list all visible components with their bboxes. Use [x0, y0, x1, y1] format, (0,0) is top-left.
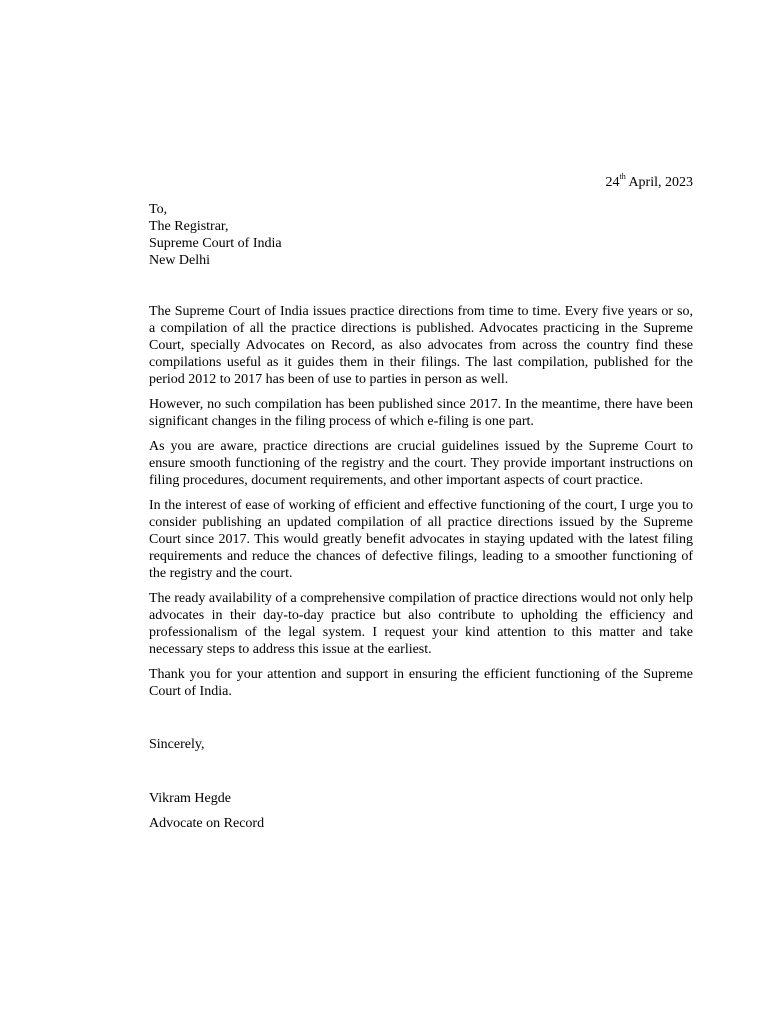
body-paragraph-2: However, no such compilation has been published since 2017. In the meantime, there have been significant changes in the filing process of which e-filing is one part. [149, 397, 693, 429]
letter-date [605, 174, 693, 191]
date-day: 24 [605, 175, 620, 190]
recipient-organization: Supreme Court of India [149, 236, 282, 251]
body-paragraph-3: As you are aware, practice directions are crucial guidelines issued by the Supreme Court to ensure smooth functioning of the registry and the court. They provide important instructions on filing procedures, document requirements, and other important aspects of court practice. [149, 439, 693, 488]
recipient-address-block [149, 201, 599, 269]
letter-body [149, 303, 693, 708]
date-day-suffix: th [619, 172, 626, 182]
signatory-title: Advocate on Record [149, 816, 265, 831]
recipient-city: New Delhi [149, 253, 211, 268]
letter-closing: Sincerely, [149, 737, 205, 752]
body-paragraph-1: The Supreme Court of India issues practice directions from time to time. Every five years or so, a compilation of all the practice directions is published. Advocates practicing in the Supreme Court, specially Advocates on Record, as also advocates from across the country find these compilations useful as it guides them in their filings. The last compilation, published for the period 2012 to 2017 has been of use to parties in person as well. [149, 304, 693, 387]
date-month-year: April, 2023 [625, 175, 693, 190]
body-paragraph-5: The ready availability of a comprehensive compilation of practice directions would not only help advocates in their day-to-day practice but also contribute to upholding the efficiency and professionalism of the legal system. I request your kind attention to this matter and take necessary steps to address this issue at the earliest. [149, 591, 693, 657]
body-paragraph-6: Thank you for your attention and support in ensuring the efficient functioning of the Supreme Court of India. [149, 667, 693, 699]
recipient-title: The Registrar, [149, 219, 229, 234]
recipient-salutation: To, [149, 202, 168, 217]
signatory-name: Vikram Hegde [149, 791, 231, 806]
body-paragraph-4: In the interest of ease of working of efficient and effective functioning of the court, I urge you to consider publishing an updated compilation of all practice directions issued by the Supreme Court since 2017. This would greatly benefit advocates in staying updated with the latest filing requirements and reduce the chances of defective filings, leading to a smoother functioning of the registry and the court. [149, 498, 693, 581]
